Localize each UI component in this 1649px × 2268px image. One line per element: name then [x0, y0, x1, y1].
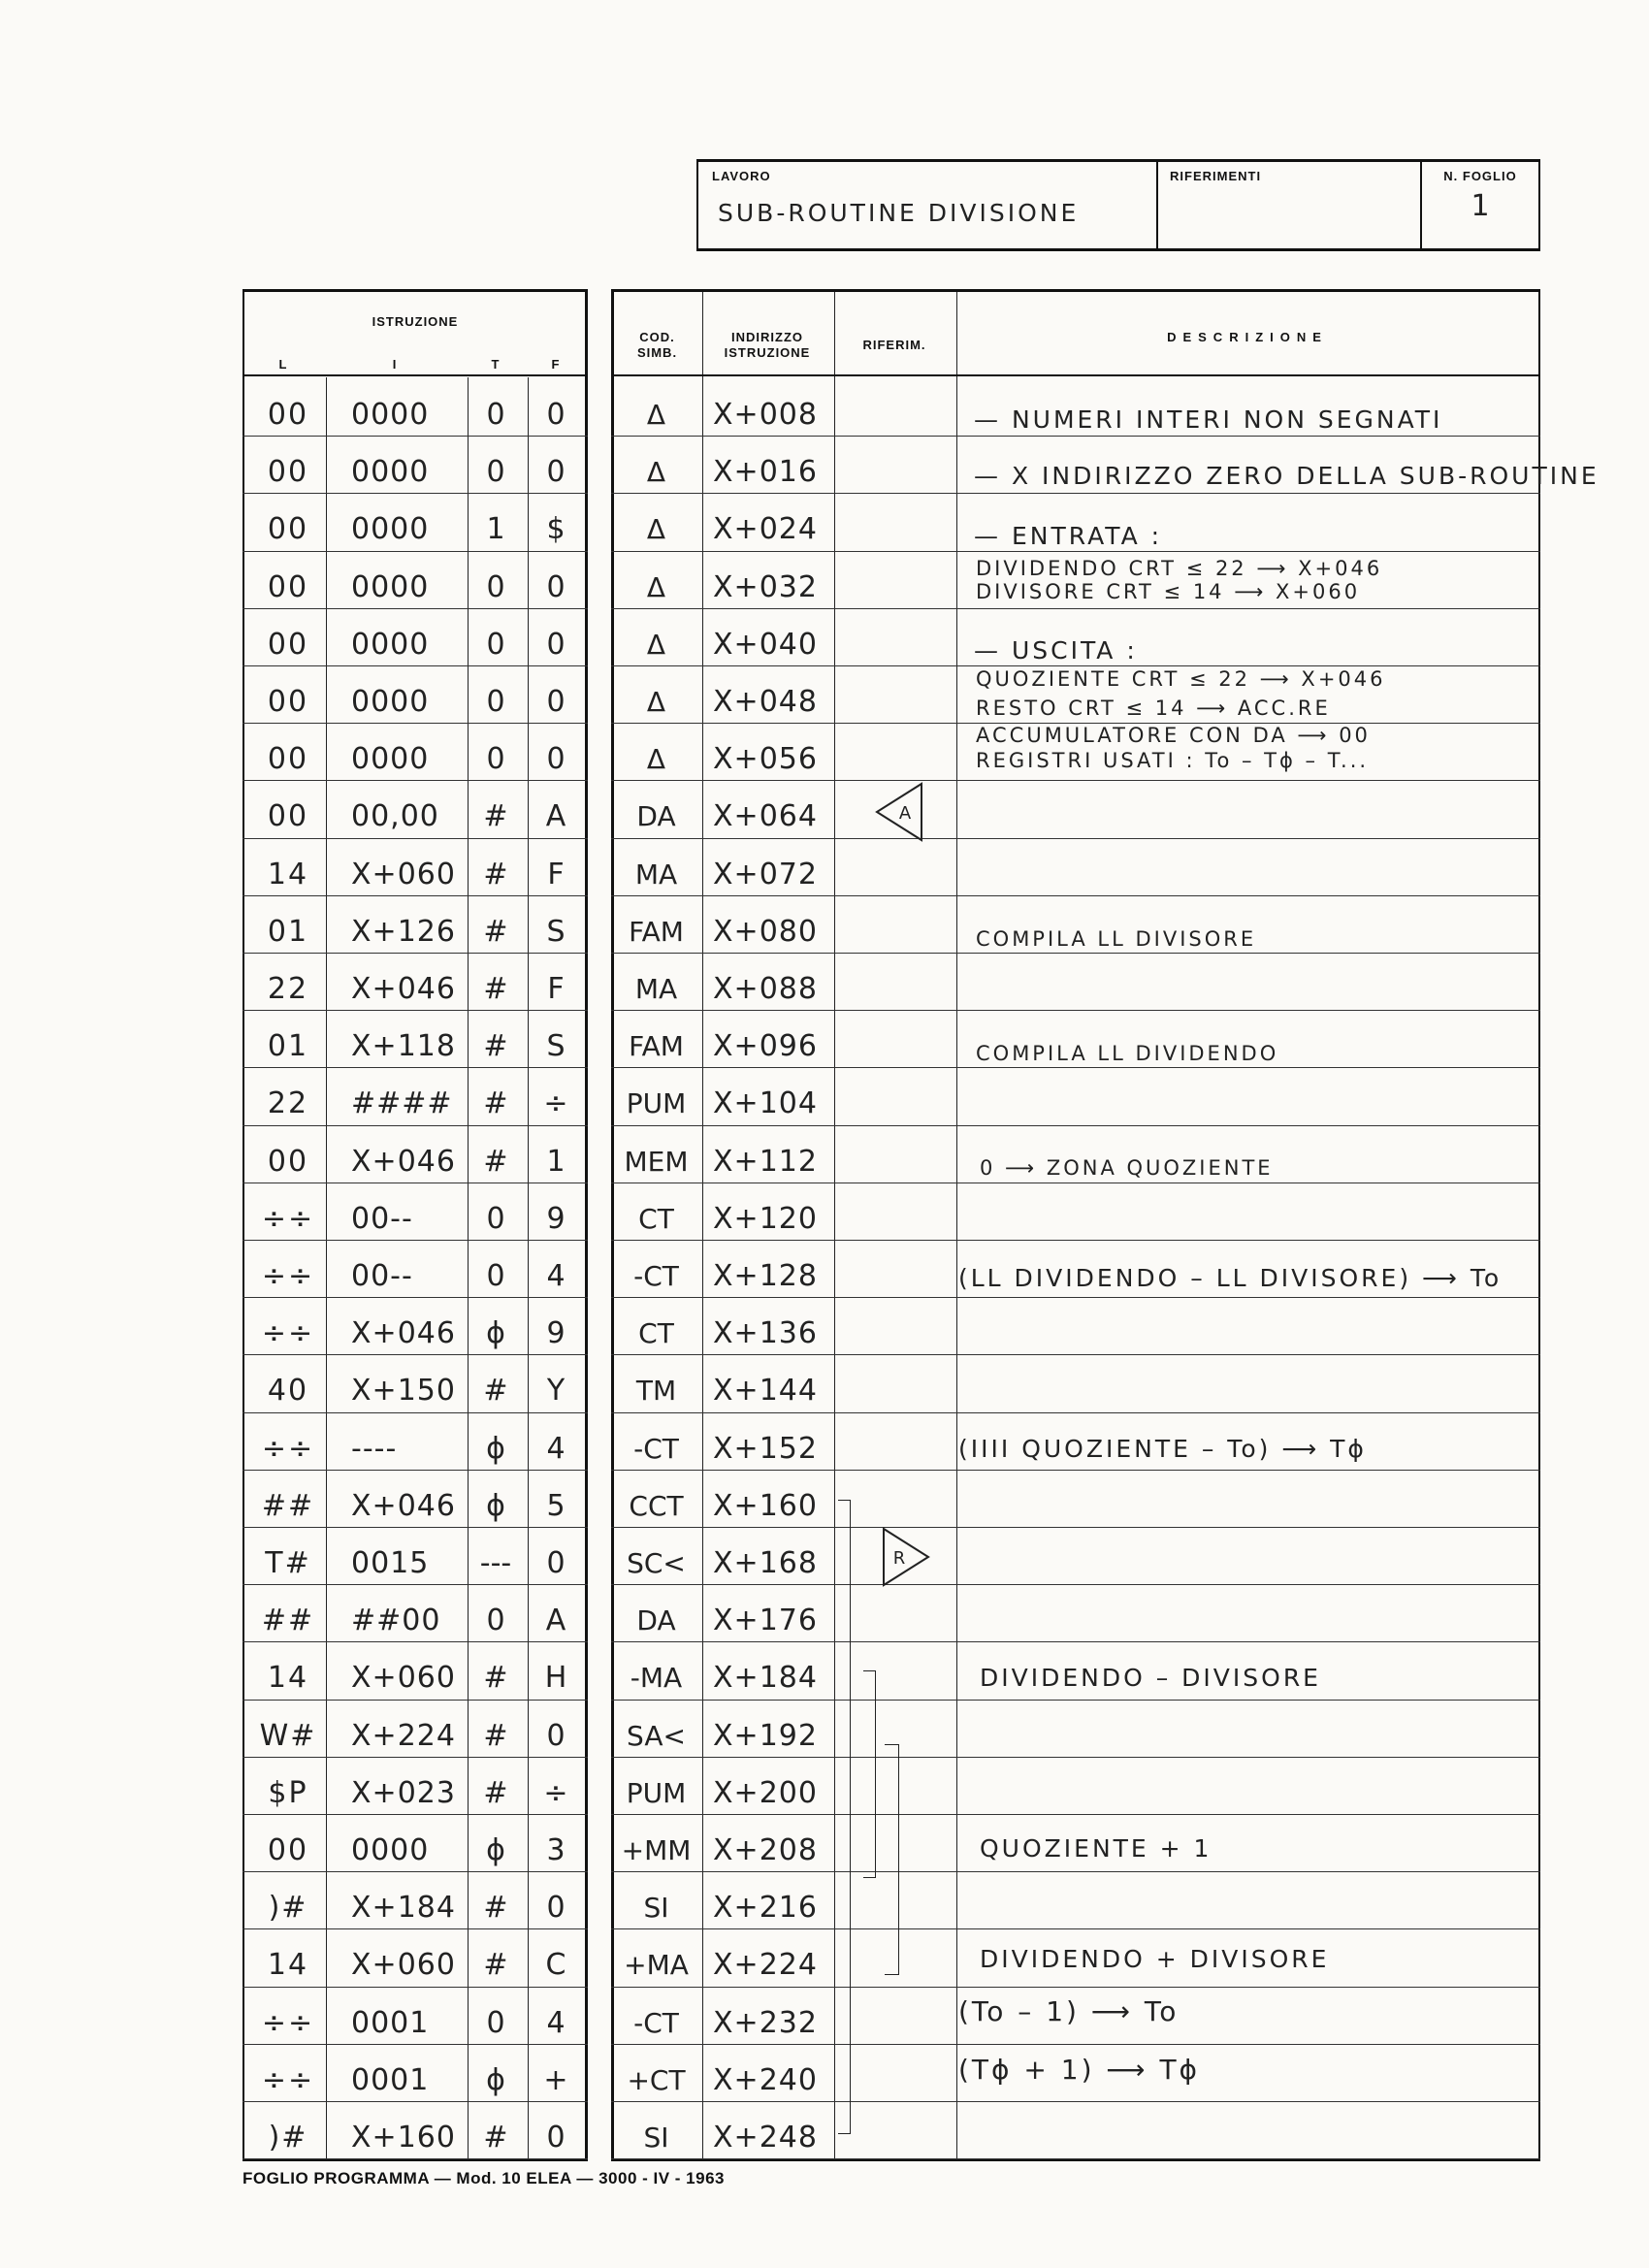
cell-i: X+224	[351, 1718, 456, 1753]
cell-l: ÷÷	[261, 1259, 315, 1293]
cell-t: ϕ	[486, 1488, 505, 1523]
cell-l: 01	[267, 1029, 309, 1064]
cell-f: +	[543, 2062, 568, 2097]
cell-f: 0	[546, 569, 566, 604]
cell-cod-simb: +CT	[627, 2063, 686, 2096]
col-f: F	[551, 357, 561, 372]
cell-f: ÷	[543, 1775, 568, 1810]
cell-indirizzo: X+088	[713, 972, 818, 1006]
foglio-cell	[1422, 162, 1538, 248]
desc-2: — X INDIRIZZO ZERO DELLA SUB-ROUTINE	[974, 462, 1600, 490]
desc-quoziente-piu: QUOZIENTE + 1	[980, 1834, 1212, 1863]
cell-indirizzo: X+192	[713, 1718, 818, 1753]
lavoro-label: LAVORO	[712, 169, 771, 183]
cell-cod-simb: PUM	[626, 1776, 687, 1809]
cell-l: 00	[267, 1144, 309, 1179]
cell-i: X+118	[351, 1029, 456, 1064]
cell-l: 22	[267, 972, 309, 1006]
cell-indirizzo: X+168	[713, 1546, 818, 1580]
cell-cod-simb: FAM	[629, 1030, 684, 1063]
cell-l: ##	[261, 1604, 315, 1638]
cell-i: 0000	[351, 627, 430, 662]
cell-indirizzo: X+200	[713, 1775, 818, 1810]
cell-cod-simb: CCT	[629, 1489, 684, 1522]
form-footer: FOGLIO PROGRAMMA — Mod. 10 ELEA — 3000 - IV - 1963	[242, 2169, 725, 2187]
instruction-row	[242, 1470, 1540, 1527]
cell-cod-simb: MEM	[624, 1145, 689, 1178]
cell-indirizzo: X+152	[713, 1431, 818, 1466]
cell-l: 22	[267, 1086, 309, 1121]
cell-i: 0001	[351, 2005, 430, 2040]
lavoro-value: SUB-ROUTINE DIVISIONE	[718, 199, 1080, 227]
cell-i: X+046	[351, 1144, 456, 1179]
lavoro-cell	[698, 162, 1158, 248]
cell-i: X+184	[351, 1891, 456, 1926]
col-cod-1: COD.	[639, 330, 675, 344]
cell-i: X+060	[351, 1661, 456, 1696]
instruction-row	[242, 2044, 1540, 2101]
cell-f: Y	[546, 1374, 566, 1409]
cell-cod-simb: Δ	[646, 513, 666, 546]
desc-3: — ENTRATA :	[974, 522, 1163, 550]
cell-cod-simb: DA	[636, 800, 676, 833]
cell-indirizzo: X+248	[713, 2121, 818, 2155]
cell-f: 0	[546, 2121, 566, 2155]
col-indirizzo	[701, 330, 833, 361]
program-sheet	[242, 289, 1600, 2161]
cell-t: #	[483, 914, 508, 949]
cell-l: 14	[267, 1661, 309, 1696]
cell-cod-simb: TM	[635, 1375, 677, 1408]
desc-8: RESTO CRT ≤ 14 ⟶ ACC.RE	[976, 697, 1331, 720]
cell-cod-simb: PUM	[626, 1087, 687, 1120]
cell-t: ϕ	[486, 1833, 505, 1867]
cell-f: C	[545, 1948, 566, 1983]
instruction-row	[242, 1067, 1540, 1124]
cell-i: ----	[351, 1431, 398, 1466]
cell-cod-simb: -CT	[633, 2006, 679, 2039]
instruction-row	[242, 1010, 1540, 1067]
col-istruzione: ISTRUZIONE	[372, 314, 459, 329]
col-t: T	[491, 357, 501, 372]
cell-indirizzo: X+232	[713, 2005, 818, 2040]
cell-l: )#	[268, 2121, 308, 2155]
cell-cod-simb: Δ	[646, 743, 666, 776]
desc-ll-dividendo: (LL DIVIDENDO – LL DIVISORE) ⟶ To	[958, 1264, 1503, 1292]
desc-compila-dividendo: COMPILA LL DIVIDENDO	[976, 1042, 1279, 1065]
cell-t: #	[483, 799, 508, 834]
desc-quoziente-to: (IIII QUOZIENTE – To) ⟶ Tϕ	[958, 1435, 1367, 1463]
cell-indirizzo: X+208	[713, 1833, 818, 1867]
cell-indirizzo: X+240	[713, 2062, 818, 2097]
cell-cod-simb: SI	[643, 1892, 669, 1925]
cell-cod-simb: Δ	[646, 456, 666, 489]
cell-t: ϕ	[486, 2062, 505, 2097]
cell-l: 00	[267, 799, 309, 834]
cell-f: H	[544, 1661, 567, 1696]
desc-10: REGISTRI USATI : To – Tϕ – T...	[976, 749, 1370, 772]
cell-i: 0000	[351, 569, 430, 604]
cell-t: #	[483, 1775, 508, 1810]
cell-indirizzo: X+224	[713, 1948, 818, 1983]
cell-l: 14	[267, 1948, 309, 1983]
cell-indirizzo: X+112	[713, 1144, 818, 1179]
cell-i: X+046	[351, 1488, 456, 1523]
cell-cod-simb: SA<	[627, 1719, 686, 1752]
cell-i: ####	[351, 1086, 453, 1121]
cell-cod-simb: +MM	[621, 1834, 692, 1866]
cell-i: 00,00	[351, 799, 439, 834]
cell-cod-simb: -MA	[630, 1662, 683, 1695]
cell-cod-simb: MA	[634, 973, 678, 1005]
cell-i: X+060	[351, 857, 456, 891]
cell-t: 0	[486, 627, 505, 662]
cell-cod-simb: Δ	[646, 570, 666, 603]
cell-indirizzo: X+064	[713, 799, 818, 834]
cell-f: F	[547, 857, 565, 891]
cell-indirizzo: X+024	[713, 512, 818, 547]
cell-l: ÷÷	[261, 1201, 315, 1236]
cell-cod-simb: -CT	[633, 1260, 679, 1292]
cell-cod-simb: DA	[636, 1604, 676, 1637]
cell-indirizzo: X+176	[713, 1604, 818, 1638]
desc-compila-divisore: COMPILA LL DIVISORE	[976, 927, 1257, 951]
instruction-row	[242, 1125, 1540, 1183]
cell-t: 1	[486, 512, 505, 547]
ref-marker-a	[873, 782, 923, 842]
cell-indirizzo: X+048	[713, 685, 818, 719]
cell-cod-simb: FAM	[629, 915, 684, 948]
cell-f: F	[547, 972, 565, 1006]
cell-f: 4	[546, 1431, 566, 1466]
desc-4: DIVIDENDO CRT ≤ 22 ⟶ X+046	[976, 557, 1383, 580]
cell-t: ϕ	[486, 1431, 505, 1466]
cell-i: X+160	[351, 2121, 456, 2155]
cell-indirizzo: X+136	[713, 1316, 818, 1351]
foglio-label: N. FOGLIO	[1443, 169, 1517, 183]
cell-t: 0	[486, 1259, 505, 1293]
cell-t: #	[483, 857, 508, 891]
cell-t: #	[483, 1086, 508, 1121]
cell-indirizzo: X+104	[713, 1086, 818, 1121]
cell-cod-simb: Δ	[646, 628, 666, 661]
cell-indirizzo: X+128	[713, 1259, 818, 1293]
cell-t: #	[483, 1718, 508, 1753]
cell-l: W#	[259, 1718, 317, 1753]
cell-i: 0000	[351, 1833, 430, 1867]
desc-5: DIVISORE CRT ≤ 14 ⟶ X+060	[976, 580, 1361, 603]
instruction-row	[242, 1584, 1540, 1641]
cell-t: 0	[486, 1201, 505, 1236]
cell-indirizzo: X+160	[713, 1488, 818, 1523]
cell-f: 3	[546, 1833, 566, 1867]
cell-l: 00	[267, 742, 309, 777]
cell-l: 00	[267, 627, 309, 662]
cell-cod-simb: SC<	[627, 1547, 686, 1579]
cell-indirizzo: X+216	[713, 1891, 818, 1926]
instruction-row	[242, 2101, 1540, 2158]
cell-t: 0	[486, 2005, 505, 2040]
cell-cod-simb: Δ	[646, 686, 666, 718]
jump-line-160	[838, 1500, 851, 2134]
cell-l: ÷÷	[261, 2062, 315, 2097]
cell-l: 00	[267, 685, 309, 719]
ref-marker-r	[882, 1527, 932, 1587]
cell-i: X+046	[351, 1316, 456, 1351]
row-rule	[611, 2158, 1540, 2159]
cell-t: #	[483, 1029, 508, 1064]
cell-f: 5	[546, 1488, 566, 1523]
riferimenti-cell	[1158, 162, 1422, 248]
cell-cod-simb: CT	[638, 1317, 674, 1350]
cell-t: 0	[486, 685, 505, 719]
header-box	[696, 159, 1540, 251]
cell-l: 00	[267, 455, 309, 490]
cell-f: 0	[546, 1891, 566, 1926]
desc-1: — NUMERI INTERI NON SEGNATI	[974, 405, 1443, 434]
cell-l: 00	[267, 512, 309, 547]
cell-l: 40	[267, 1374, 309, 1409]
desc-tphi-piu: (Tϕ + 1) ⟶ Tϕ	[958, 2054, 1201, 2086]
cell-l: ÷÷	[261, 1316, 315, 1351]
col-cod-2: SIMB.	[636, 345, 678, 360]
col-riferim: RIFERIM.	[862, 338, 926, 352]
cell-indirizzo: X+040	[713, 627, 818, 662]
cell-i: X+060	[351, 1948, 456, 1983]
col-i: I	[392, 357, 398, 372]
cell-f: A	[545, 799, 566, 834]
cell-i: 0000	[351, 512, 430, 547]
cell-f: 0	[546, 685, 566, 719]
ref-marker-r-label: R	[892, 1548, 906, 1569]
cell-t: #	[483, 1144, 508, 1179]
cell-t: ---	[479, 1546, 512, 1580]
cell-f: 0	[546, 1718, 566, 1753]
cell-t: #	[483, 972, 508, 1006]
cell-l: )#	[268, 1891, 308, 1926]
cell-f: 1	[546, 1144, 566, 1179]
cell-f: 0	[546, 398, 566, 432]
cell-t: 0	[486, 455, 505, 490]
cell-i: 0000	[351, 398, 430, 432]
cell-i: 0000	[351, 742, 430, 777]
cell-cod-simb: MA	[634, 858, 678, 891]
cell-t: #	[483, 1948, 508, 1983]
foglio-value: 1	[1471, 189, 1490, 223]
cell-l: ##	[261, 1488, 315, 1523]
cell-i: 00--	[351, 1201, 413, 1236]
cell-t: #	[483, 1891, 508, 1926]
desc-9: ACCUMULATORE CON DA ⟶ 00	[976, 724, 1371, 747]
cell-i: 0000	[351, 455, 430, 490]
cell-i: 0001	[351, 2062, 430, 2097]
riferimenti-label: RIFERIMENTI	[1170, 169, 1262, 183]
cell-l: 01	[267, 914, 309, 949]
cell-cod-simb: Δ	[646, 399, 666, 431]
instruction-row	[242, 1354, 1540, 1411]
cell-l: 00	[267, 1833, 309, 1867]
cell-indirizzo: X+184	[713, 1661, 818, 1696]
cell-l: 14	[267, 857, 309, 891]
cell-l: $P	[268, 1775, 308, 1810]
jump-line-184	[863, 1670, 876, 1878]
cell-l: ÷÷	[261, 2005, 315, 2040]
cell-f: 0	[546, 742, 566, 777]
cell-indirizzo: X+072	[713, 857, 818, 891]
cell-l: T#	[265, 1546, 311, 1580]
instruction-row	[242, 838, 1540, 895]
cell-f: $	[546, 512, 566, 547]
cell-f: S	[546, 1029, 566, 1064]
cell-indirizzo: X+032	[713, 569, 818, 604]
cell-indirizzo: X+120	[713, 1201, 818, 1236]
col-l: L	[278, 357, 288, 372]
cell-cod-simb: -CT	[633, 1432, 679, 1465]
cell-i: 0000	[351, 685, 430, 719]
cell-t: #	[483, 1374, 508, 1409]
cell-f: 0	[546, 455, 566, 490]
cell-t: ϕ	[486, 1316, 505, 1351]
cell-l: ÷÷	[261, 1431, 315, 1466]
ref-marker-a-label: A	[898, 803, 912, 824]
desc-6: — USCITA :	[974, 636, 1138, 664]
cell-i: 0015	[351, 1546, 430, 1580]
desc-7: QUOZIENTE CRT ≤ 22 ⟶ X+046	[976, 667, 1386, 691]
cell-i: ##00	[351, 1604, 441, 1638]
cell-l: 00	[267, 398, 309, 432]
col-cod-simb	[613, 330, 701, 361]
cell-f: S	[546, 914, 566, 949]
cell-cod-simb: CT	[638, 1202, 674, 1235]
cell-t: #	[483, 2121, 508, 2155]
cell-cod-simb: SI	[643, 2122, 669, 2154]
cell-i: X+023	[351, 1775, 456, 1810]
cell-t: #	[483, 1661, 508, 1696]
cell-f: 4	[546, 1259, 566, 1293]
cell-i: X+150	[351, 1374, 456, 1409]
cell-indirizzo: X+096	[713, 1029, 818, 1064]
cell-f: 9	[546, 1201, 566, 1236]
col-descrizione: DESCRIZIONE	[1167, 330, 1328, 344]
instruction-row	[242, 1183, 1540, 1240]
desc-dividendo-piu: DIVIDENDO + DIVISORE	[980, 1945, 1330, 1973]
cell-i: X+046	[351, 972, 456, 1006]
desc-zona-quoziente: 0 ⟶ ZONA QUOZIENTE	[980, 1156, 1274, 1180]
cell-i: 00--	[351, 1259, 413, 1293]
instruction-row	[242, 953, 1540, 1010]
cell-f: 9	[546, 1316, 566, 1351]
cell-cod-simb: +MA	[624, 1949, 689, 1982]
cell-f: 0	[546, 627, 566, 662]
cell-indirizzo: X+144	[713, 1374, 818, 1409]
cell-indirizzo: X+016	[713, 455, 818, 490]
cell-indirizzo: X+008	[713, 398, 818, 432]
col-ind-1: INDIRIZZO	[731, 330, 803, 344]
cell-l: 00	[267, 569, 309, 604]
cell-t: 0	[486, 569, 505, 604]
desc-dividendo-meno: DIVIDENDO – DIVISORE	[980, 1664, 1321, 1692]
cell-i: X+126	[351, 914, 456, 949]
instruction-row	[242, 1987, 1540, 2044]
instruction-row	[242, 895, 1540, 953]
cell-indirizzo: X+080	[713, 914, 818, 949]
instruction-row	[242, 1641, 1540, 1699]
col-ind-2: ISTRUZIONE	[724, 345, 811, 360]
instruction-row	[242, 1297, 1540, 1354]
cell-t: 0	[486, 742, 505, 777]
desc-to-meno: (To – 1) ⟶ To	[958, 1995, 1180, 2027]
cell-t: 0	[486, 398, 505, 432]
row-rule	[242, 2158, 588, 2159]
cell-t: 0	[486, 1604, 505, 1638]
cell-f: A	[545, 1604, 566, 1638]
cell-f: 4	[546, 2005, 566, 2040]
jump-line-224	[885, 1744, 899, 1975]
cell-f: ÷	[543, 1086, 568, 1121]
cell-indirizzo: X+056	[713, 742, 818, 777]
cell-f: 0	[546, 1546, 566, 1580]
